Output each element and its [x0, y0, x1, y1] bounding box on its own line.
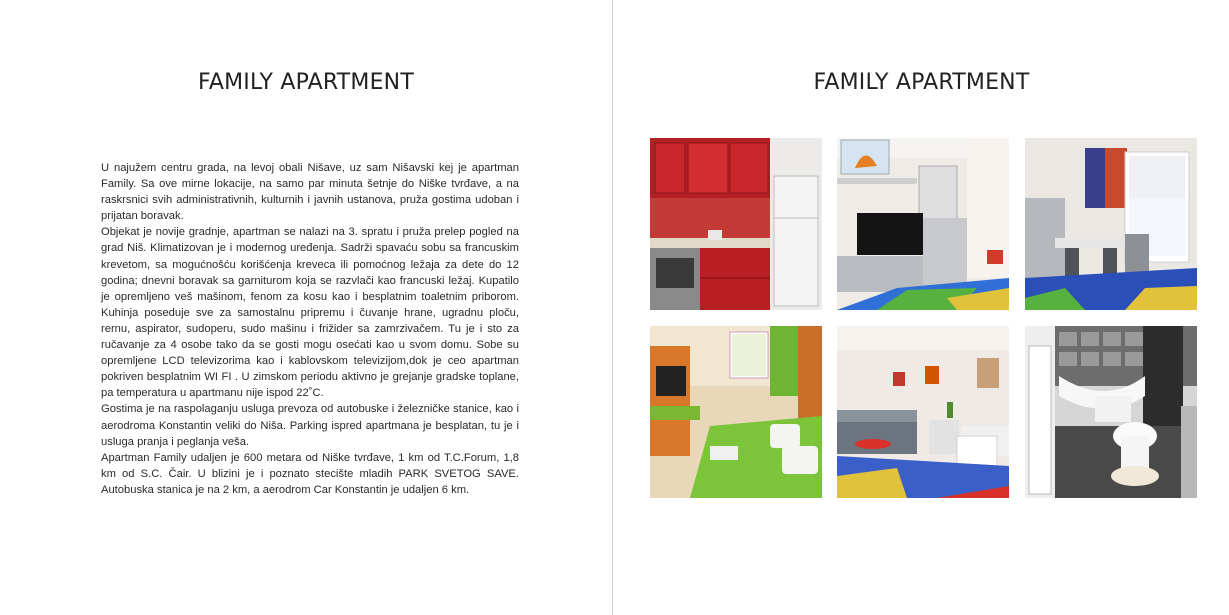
paragraph-services: Gostima je na raspolaganju usluga prevoza od autobuske i železničke stanice, kao i aerodroma Konstantin veliki do Niša. Parking ispred apartmana je besplatan, tu je i usluga pranja i peglanja veša.: [101, 403, 519, 448]
page-title: FAMILY APARTMENT: [198, 70, 414, 95]
page-title: FAMILY APARTMENT: [813, 70, 1030, 95]
photo-bathroom: [1025, 326, 1197, 498]
photo-living-room-sofa: [837, 326, 1009, 498]
left-page: [0, 0, 613, 615]
paragraph-location: U najužem centru grada, na levoj obali Nišave, uz sam Nišavski kej je apartman Family. Sa ove mirne lokacije, na samo par minuta šetnje do Niške tvrđave, a na raskrsnici svih administrativnih, kulturnih i javnih ustanova, pruža gostima udoban i prijatan boravak.: [101, 162, 519, 223]
photo-grid: [650, 138, 1197, 498]
paragraph-amenities: Objekat je novije gradnje, apartman se nalazi na 3. spratu i pruža prelep pogled na grad Niš. Klimatizovan je i modernog uređenja. Sadrži spavaću sobu sa francuskim krevetom, sa mogućnošću korišćenja kreveca ili pomoćnog ležaja za dete do 12 godina; dnevni boravak sa garniturom koja se razvlači kao francuski ležaj. Kupatilo je opremljeno veš mašinom, fenom za kosu kao i besplatnim toaletnim priborom. Kuhinja poseduje sve za samostalnu pripremu i čuvanje hrane, ugradnu ploču, rernu, aspirator, sudoperu, sudo mašinu i frižider sa zamrzivačem. Tu je i sto za ručavanje za 4 osobe tako da se gosti mogu osećati kao u svom domu. Sobe su opremljene LCD televizorima kao i kablovskom televizijom,dok je ceo apartman pokriven besplatnim WI FI . U zimskom periodu aktivno je grejanje gradske toplane, pa temperatura u apartmanu nije ispod 22˚C.: [101, 226, 519, 400]
paragraph-distances: Apartman Family udaljen je 600 metara od Niške tvrđave, 1 km od T.C.Forum, 1,8 km od S.C. Čair. U blizini je i poznato stecište mladih PARK SVETOG SAVE. Autobuska stanica je na 2 km, a aerodrom Car Konstantin je udaljen 6 km.: [101, 451, 519, 496]
photo-bedroom: [650, 326, 822, 498]
right-page: [614, 0, 1229, 615]
description-text: [101, 160, 519, 498]
photo-living-room-tv: [837, 138, 1009, 310]
photo-kitchen: [650, 138, 822, 310]
photo-dining-window: [1025, 138, 1197, 310]
